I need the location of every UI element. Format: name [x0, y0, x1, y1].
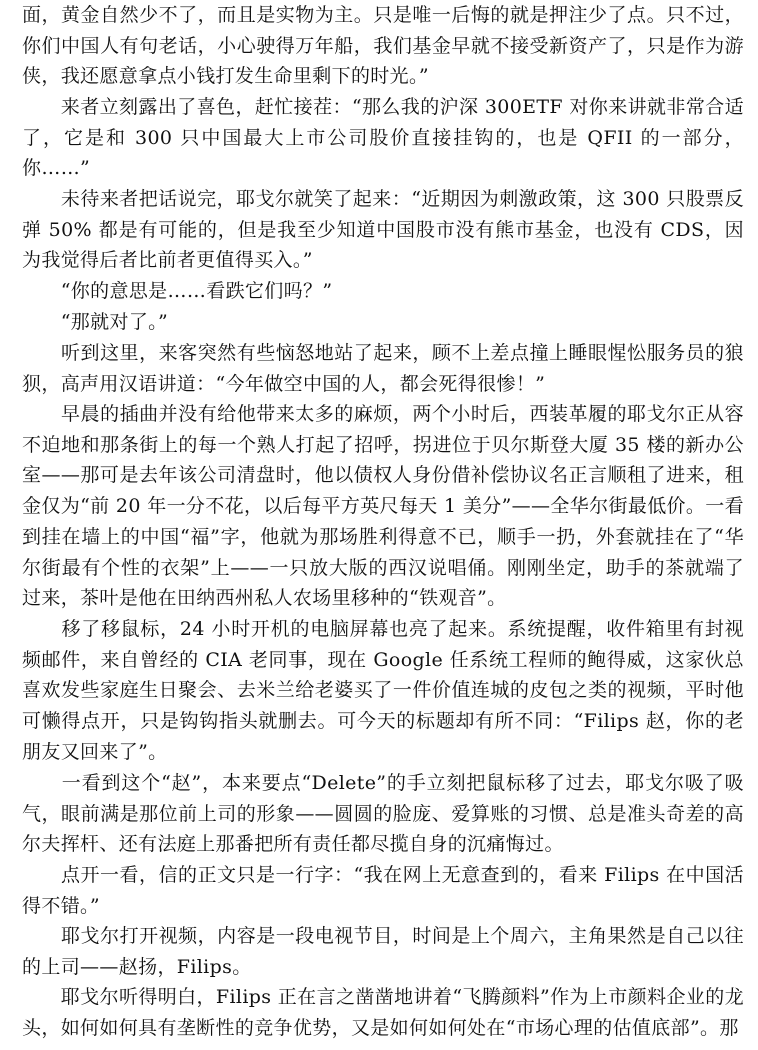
paragraph-7: 早晨的插曲并没有给他带来太多的麻烦，两个小时后，西装革履的耶戈尔正从容不迫地和那条街上的每一个熟人打起了招呼，拐进位于贝尔斯登大厦 35 楼的新办公室——那可是去年该公司清盘时，他以债权人身份借补偿协议名正言顺租了进来，租金仅为“前 20 年一分不花，以后每平方英尺每天 1 美分”——全华尔街最低价。一看到挂在墙上的中国“福”字，他就为那场胜利得意不已，顺手一扔，外套就挂在了“华尔街最有个性的衣架”上——一只放大版的西汉说唱俑。刚刚坐定，助手的茶就端了过来，茶叶是他在田纳西州私人农场里移种的“铁观音”。 — [22, 403, 744, 610]
paragraph-3: 未待来者把话说完，耶戈尔就笑了起来：“近期因为刺激政策，这 300 只股票反弹 50% 都是有可能的，但是我至少知道中国股市没有熊市基金，也没有 CDS，因为我觉得后者比前者更值得买入。” — [22, 188, 744, 272]
paragraph-9: 一看到这个“赵”，本来要点“Delete”的手立刻把鼠标移了过去，耶戈尔吸了吸气，眼前满是那位前上司的形象——圆圆的脸庞、爱算账的习惯、总是准头奇差的高尔夫挥杆、还有法庭上那番把所有责任都尽揽自身的沉痛悔过。 — [22, 772, 744, 856]
paragraph-8: 移了移鼠标，24 小时开机的电脑屏幕也亮了起来。系统提醒，收件箱里有封视频邮件，来自曾经的 CIA 老同事，现在 Google 任系统工程师的鲍得威，这家伙总喜欢发些家庭生日聚会、去米兰给老婆买了一件价值连城的皮包之类的视频，平时他可懒得点开，只是钩钩指头就删去。可今天的标题却有所不同：“Filips 赵，你的老朋友又回来了”。 — [22, 618, 744, 763]
paragraph-6: 听到这里，来客突然有些恼怒地站了起来，顾不上差点撞上睡眼惺忪服务员的狼狈，高声用汉语讲道：“今年做空中国的人，都会死得很惨！” — [22, 342, 744, 395]
paragraph-5: “那就对了。” — [22, 311, 169, 333]
paragraph-11: 耶戈尔打开视频，内容是一段电视节目，时间是上个周六，主角果然是自己以往的上司——赵扬，Filips。 — [22, 925, 744, 978]
paragraph-10: 点开一看，信的正文只是一行字：“我在网上无意查到的，看来 Filips 在中国活得不错。” — [22, 864, 744, 917]
paragraph-1: 面，黄金自然少不了，而且是实物为主。只是唯一后悔的就是押注少了点。只不过，你们中国人有句老话，小心驶得万年船，我们基金早就不接受新资产了，只是作为游侠，我还愿意拿点小钱打发生命里剩下的时光。” — [22, 4, 744, 88]
paragraph-12: 耶戈尔听得明白，Filips 正在言之凿凿地讲着“飞腾颜料”作为上市颜料企业的龙头，如何如何具有垄断性的竞争优势，又是如何如何处在“市场心理的估值底部”。那 — [22, 986, 744, 1039]
paragraph-2: 来者立刻露出了喜色，赶忙接茬：“那么我的沪深 300ETF 对你来讲就非常合适了，它是和 300 只中国最大上市公司股价直接挂钩的，也是 QFII 的一部分，你……” — [22, 96, 744, 180]
paragraph-4: “你的意思是……看跌它们吗？” — [22, 280, 333, 302]
